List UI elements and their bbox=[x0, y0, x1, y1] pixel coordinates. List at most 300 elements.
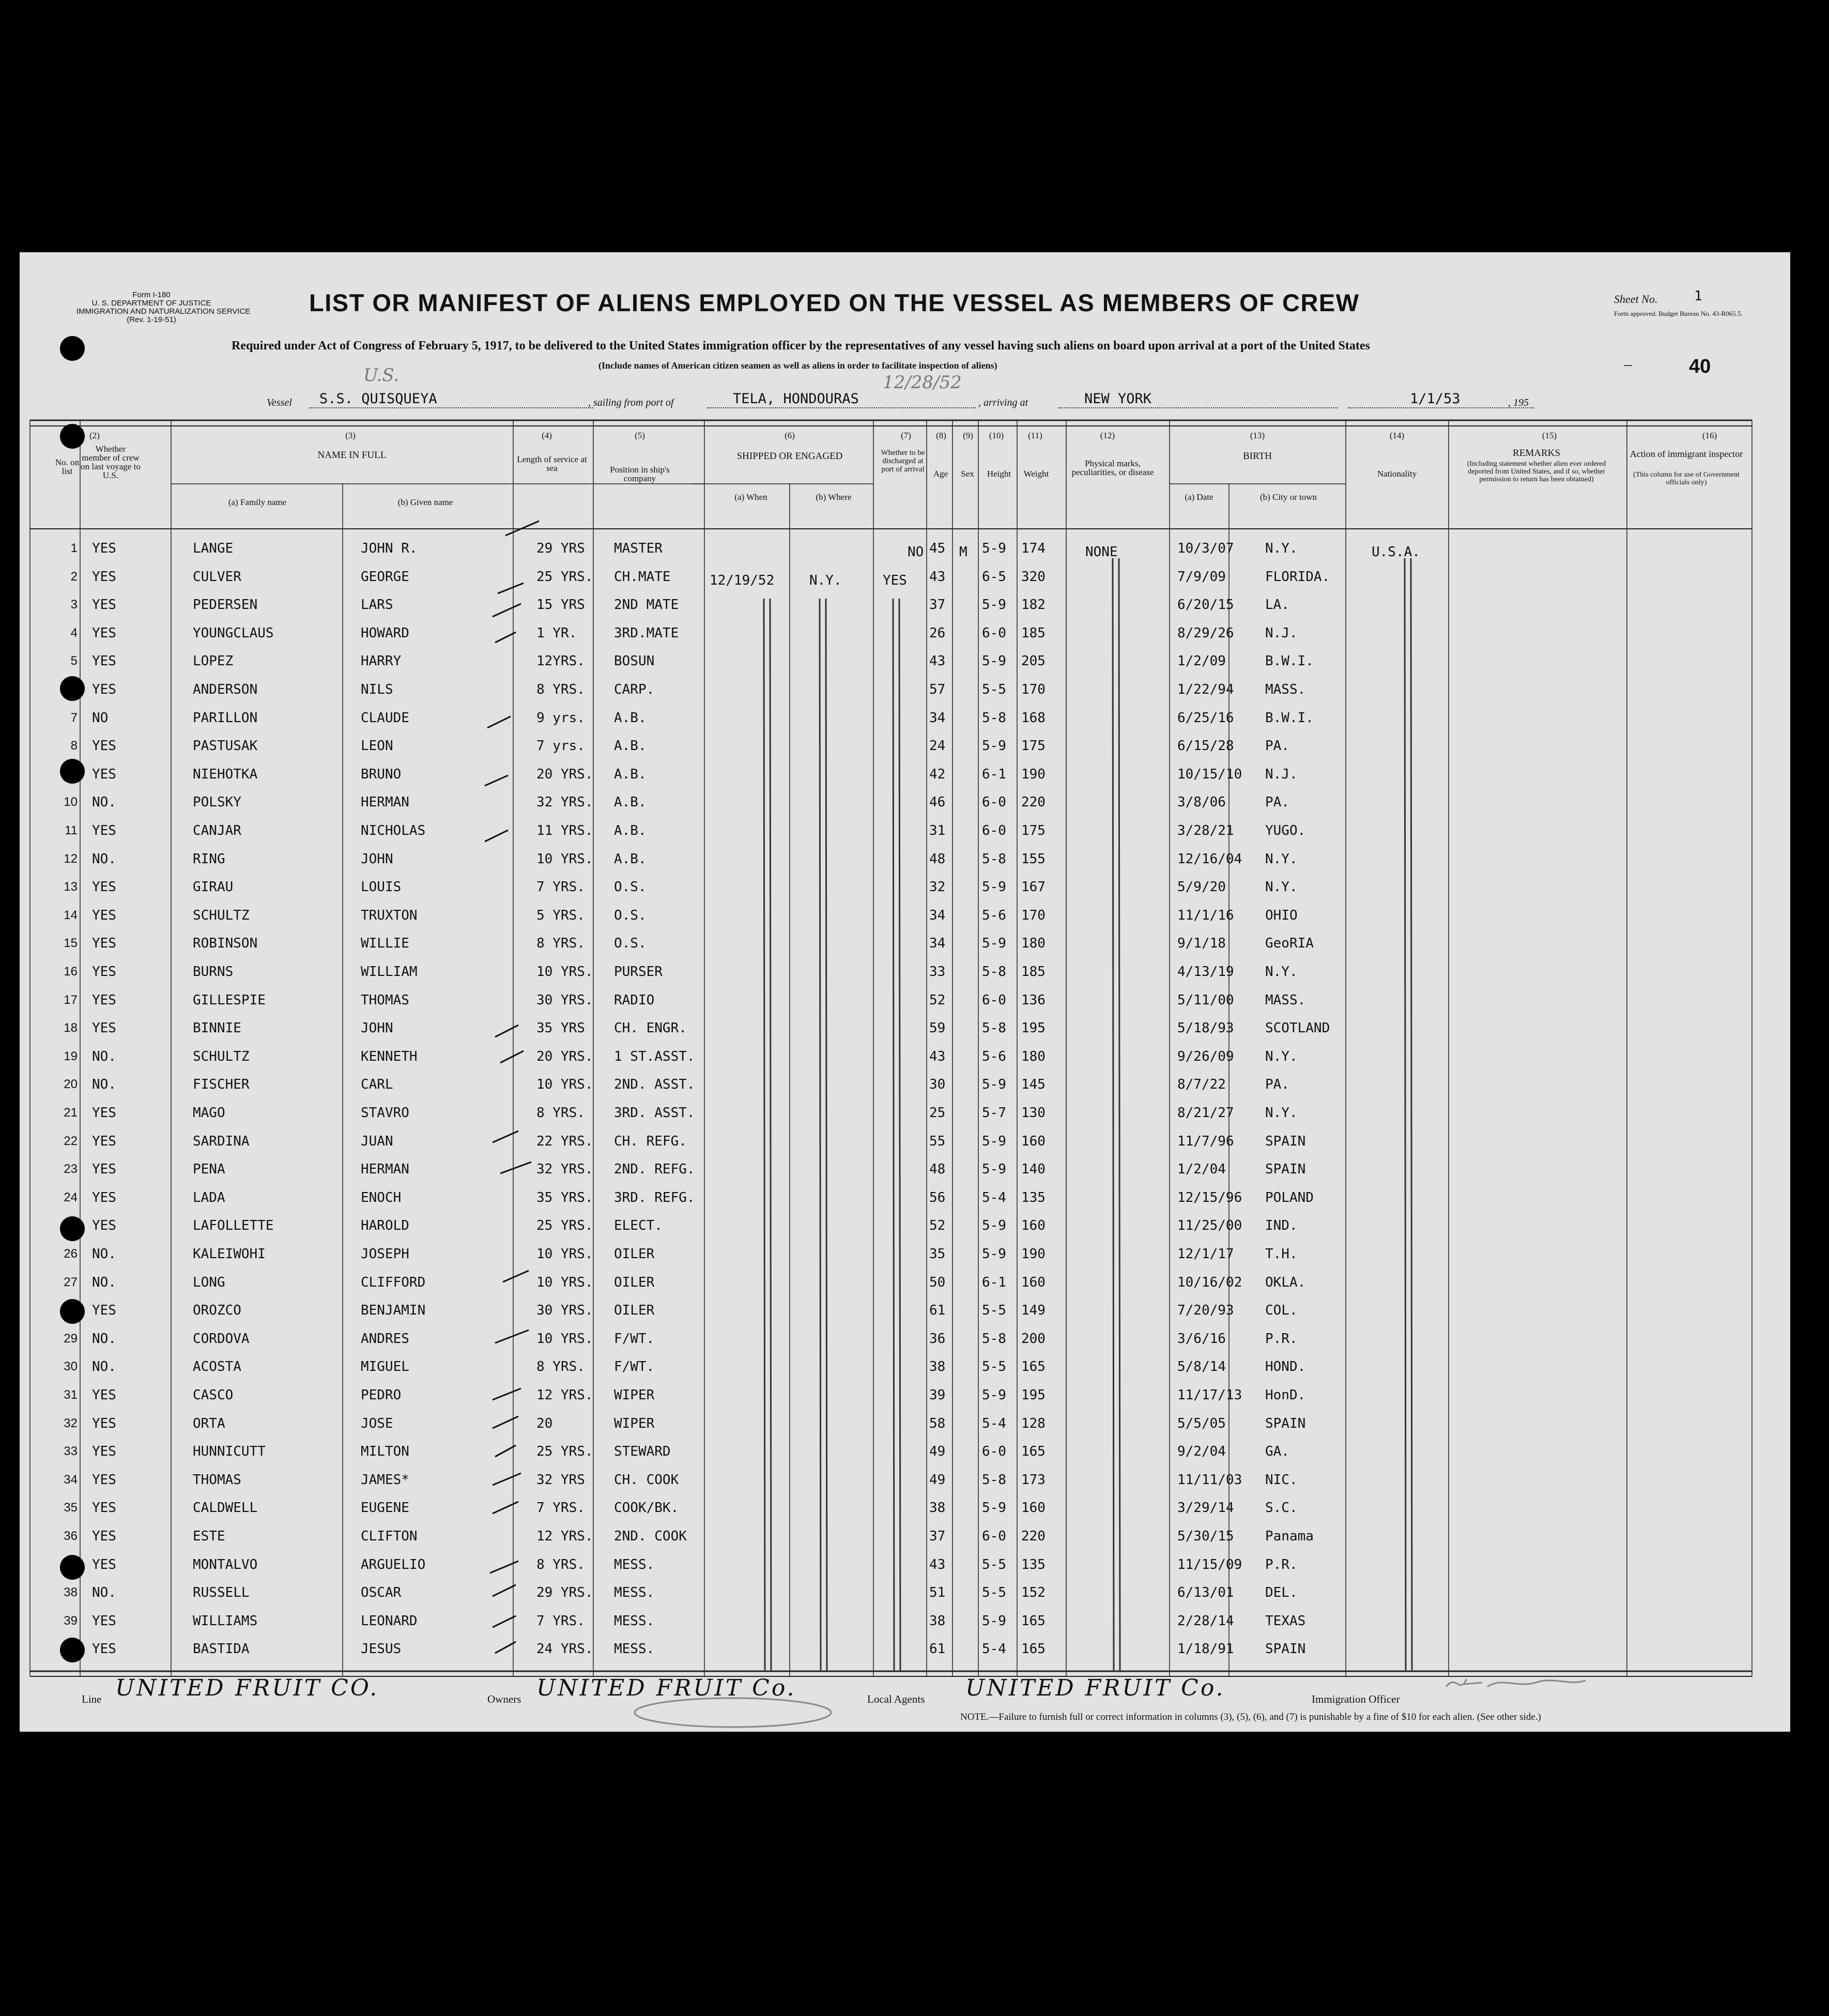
col-num-5: (5) bbox=[635, 431, 645, 440]
col-num-2: (2) bbox=[89, 431, 100, 440]
weight: 135 bbox=[1021, 1556, 1046, 1572]
footer-officer-label: Immigration Officer bbox=[1312, 1693, 1400, 1705]
given-name: ENOCH bbox=[361, 1189, 402, 1205]
row-number: 1 bbox=[70, 541, 78, 555]
hdr-when: (a) When bbox=[734, 492, 767, 502]
birth-place: OHIO bbox=[1265, 907, 1298, 923]
form-id-line: Form I-180 bbox=[132, 291, 171, 299]
given-name: GEORGE bbox=[361, 569, 409, 585]
position: WIPER bbox=[614, 1415, 655, 1431]
height: 5-8 bbox=[982, 710, 1006, 726]
last-voyage: YES bbox=[92, 1020, 116, 1036]
weight: 165 bbox=[1021, 1613, 1046, 1629]
birth-date: 5/8/14 bbox=[1177, 1359, 1226, 1375]
punch-hole bbox=[60, 1216, 85, 1241]
row-number: 39 bbox=[64, 1613, 78, 1628]
given-name: HAROLD bbox=[361, 1218, 409, 1234]
vessel-name: S.S. QUISQUEYA bbox=[319, 391, 437, 407]
stamp-mark bbox=[629, 1694, 836, 1731]
officer-signature bbox=[1436, 1671, 1591, 1697]
service-length: 8 YRS. bbox=[536, 682, 585, 697]
given-name: LEONARD bbox=[361, 1613, 418, 1629]
height: 5-7 bbox=[982, 1105, 1006, 1121]
given-name: JOSE bbox=[361, 1415, 393, 1431]
position: OILER bbox=[614, 1274, 655, 1290]
service-length: 9 yrs. bbox=[536, 710, 585, 726]
row-number: 34 bbox=[64, 1472, 78, 1487]
weight: 200 bbox=[1021, 1331, 1046, 1347]
age: 61 bbox=[929, 1303, 946, 1319]
position: CH. ENGR. bbox=[614, 1020, 687, 1036]
voyage-date: 1/1/53 bbox=[1410, 391, 1461, 407]
weight: 165 bbox=[1021, 1641, 1046, 1657]
hdr-physical-marks: Physical marks, peculiarities, or disease bbox=[1071, 459, 1154, 477]
weight: 152 bbox=[1021, 1585, 1046, 1601]
col-num-8: (8) bbox=[936, 431, 946, 440]
weight: 136 bbox=[1021, 992, 1046, 1008]
position: BOSUN bbox=[614, 653, 655, 669]
age: 26 bbox=[929, 625, 946, 641]
weight: 155 bbox=[1021, 851, 1046, 867]
given-name: CLAUDE bbox=[361, 710, 409, 726]
service-length: 12YRS. bbox=[536, 653, 585, 669]
age: 39 bbox=[929, 1387, 946, 1403]
form-id-line: U. S. DEPARTMENT OF JUSTICE bbox=[91, 299, 211, 308]
height: 5-4 bbox=[982, 1415, 1006, 1431]
position: F/WT. bbox=[614, 1359, 655, 1375]
birth-date: 5/5/05 bbox=[1177, 1415, 1226, 1431]
row2-when: 12/19/52 bbox=[710, 573, 775, 588]
last-voyage: YES bbox=[92, 1613, 116, 1629]
given-name: BRUNO bbox=[361, 766, 402, 782]
age: 24 bbox=[929, 738, 946, 754]
given-name: THOMAS bbox=[361, 992, 409, 1008]
family-name: SCHULTZ bbox=[193, 907, 250, 923]
given-name: KENNETH bbox=[361, 1048, 418, 1064]
age: 48 bbox=[929, 1162, 946, 1178]
punch-hole bbox=[60, 336, 85, 361]
family-name: OROZCO bbox=[193, 1303, 241, 1319]
weight: 173 bbox=[1021, 1472, 1046, 1488]
last-voyage: NO. bbox=[92, 1077, 116, 1093]
position: WIPER bbox=[614, 1387, 655, 1403]
hdr-age: Age bbox=[933, 469, 948, 479]
family-name: CORDOVA bbox=[193, 1331, 250, 1347]
birth-date: 11/15/09 bbox=[1177, 1556, 1242, 1572]
family-name: GILLESPIE bbox=[193, 992, 266, 1008]
position: CH. REFG. bbox=[614, 1133, 687, 1149]
birth-date: 8/21/27 bbox=[1177, 1105, 1234, 1121]
last-voyage: NO. bbox=[92, 1331, 116, 1347]
service-length: 12 YRS. bbox=[536, 1529, 593, 1544]
birth-place: PA. bbox=[1265, 738, 1289, 754]
weight: 168 bbox=[1021, 710, 1046, 726]
age: 32 bbox=[929, 879, 946, 895]
last-voyage: YES bbox=[92, 879, 116, 895]
birth-date: 5/18/93 bbox=[1177, 1020, 1234, 1036]
position: ELECT. bbox=[614, 1218, 663, 1234]
birth-date: 3/8/06 bbox=[1177, 795, 1226, 811]
given-name: TRUXTON bbox=[361, 907, 418, 923]
hdr-action-sub: (This column for use of Government officials only) bbox=[1633, 471, 1740, 486]
service-length: 30 YRS. bbox=[536, 992, 593, 1008]
last-voyage: NO. bbox=[92, 1048, 116, 1064]
height: 5-9 bbox=[982, 653, 1006, 669]
service-length: 12 YRS. bbox=[536, 1387, 593, 1403]
weight: 167 bbox=[1021, 879, 1046, 895]
row-number: 11 bbox=[65, 823, 78, 837]
last-voyage: YES bbox=[92, 1472, 116, 1488]
footer-line-value: UNITED FRUIT CO. bbox=[115, 1675, 379, 1701]
position: 3RD.MATE bbox=[614, 625, 679, 641]
family-name: CASCO bbox=[193, 1387, 234, 1403]
position: MESS. bbox=[614, 1613, 655, 1629]
sailing-port: TELA, HONDOURAS bbox=[733, 391, 859, 407]
position: CARP. bbox=[614, 682, 655, 697]
col-num-6: (6) bbox=[785, 431, 795, 440]
weight: 195 bbox=[1021, 1020, 1046, 1036]
birth-place: SPAIN bbox=[1265, 1641, 1306, 1657]
family-name: LADA bbox=[193, 1189, 225, 1205]
age: 59 bbox=[929, 1020, 946, 1036]
ditto-marks bbox=[20, 252, 1790, 1732]
family-name: LAFOLLETTE bbox=[193, 1218, 274, 1234]
given-name: OSCAR bbox=[361, 1585, 402, 1601]
row-number: 31 bbox=[64, 1388, 78, 1402]
birth-place: GA. bbox=[1265, 1444, 1289, 1460]
last-voyage: YES bbox=[92, 541, 116, 556]
given-name: PEDRO bbox=[361, 1387, 402, 1403]
last-voyage: YES bbox=[92, 682, 116, 697]
height: 6-0 bbox=[982, 1444, 1006, 1460]
service-length: 20 YRS. bbox=[536, 1048, 593, 1064]
position: A.B. bbox=[614, 710, 647, 726]
family-name: LANGE bbox=[193, 541, 234, 556]
form-id-line: (Rev. 1-19-51) bbox=[127, 315, 176, 324]
height: 5-9 bbox=[982, 1218, 1006, 1234]
birth-date: 3/29/14 bbox=[1177, 1500, 1234, 1516]
service-length: 25 YRS. bbox=[536, 1218, 593, 1234]
birth-date: 5/30/15 bbox=[1177, 1529, 1234, 1544]
last-voyage: YES bbox=[92, 1641, 116, 1657]
vessel-label: Vessel bbox=[267, 397, 292, 408]
family-name: WILLIAMS bbox=[193, 1613, 258, 1629]
service-length: 20 bbox=[536, 1415, 553, 1431]
last-voyage: YES bbox=[92, 1303, 116, 1319]
hdr-shipped-engaged: SHIPPED OR ENGAGED bbox=[736, 451, 843, 462]
last-voyage: YES bbox=[92, 1387, 116, 1403]
height: 5-9 bbox=[982, 1387, 1006, 1403]
given-name: LOUIS bbox=[361, 879, 402, 895]
birth-place: NIC. bbox=[1265, 1472, 1298, 1488]
weight: 205 bbox=[1021, 653, 1046, 669]
height: 6-0 bbox=[982, 795, 1006, 811]
service-length: 30 YRS. bbox=[536, 1303, 593, 1319]
given-name: NILS bbox=[361, 682, 393, 697]
age: 43 bbox=[929, 1048, 946, 1064]
birth-place: LA. bbox=[1265, 597, 1289, 613]
col-num-15: (15) bbox=[1542, 431, 1557, 440]
given-name: MILTON bbox=[361, 1444, 409, 1460]
given-name: JUAN bbox=[361, 1133, 393, 1149]
family-name: YOUNGCLAUS bbox=[193, 625, 274, 641]
row1-nationality: U.S.A. bbox=[1372, 544, 1420, 560]
service-length: 10 YRS. bbox=[536, 1246, 593, 1262]
last-voyage: YES bbox=[92, 907, 116, 923]
birth-place: T.H. bbox=[1265, 1246, 1298, 1262]
hdr-name-in-full: NAME IN FULL bbox=[317, 450, 387, 461]
footer-line-label: Line bbox=[82, 1693, 102, 1705]
age: 43 bbox=[929, 569, 946, 585]
position: 2ND. ASST. bbox=[614, 1077, 695, 1093]
birth-place: SPAIN bbox=[1265, 1133, 1306, 1149]
position: A.B. bbox=[614, 795, 647, 811]
hdr-member-last-voyage: Whether member of crew on last voyage to U.S. bbox=[81, 444, 141, 480]
weight: 130 bbox=[1021, 1105, 1046, 1121]
age: 30 bbox=[929, 1077, 946, 1093]
footer-agents-value: UNITED FRUIT Co. bbox=[965, 1675, 1225, 1701]
footer-note: NOTE.—Failure to furnish full or correct information in columns (3), (5), (6), and (7) is punishable by a fine of $10 for each alien. (See other side.) bbox=[960, 1712, 1541, 1722]
hdr-sex: Sex bbox=[961, 469, 974, 479]
col-num-7: (7) bbox=[901, 431, 911, 440]
weight: 190 bbox=[1021, 766, 1046, 782]
birth-place: SCOTLAND bbox=[1265, 1020, 1330, 1036]
height: 6-0 bbox=[982, 625, 1006, 641]
age: 61 bbox=[929, 1641, 946, 1657]
family-name: LOPEZ bbox=[193, 653, 234, 669]
service-length: 15 YRS bbox=[536, 597, 585, 613]
service-length: 25 YRS. bbox=[536, 569, 593, 585]
birth-date: 1/18/91 bbox=[1177, 1641, 1234, 1657]
height: 5-9 bbox=[982, 541, 1006, 556]
hdr-no-on-list: No. on list bbox=[55, 457, 80, 476]
page-number: 40 bbox=[1689, 356, 1711, 377]
year-label: , 195 bbox=[1508, 397, 1529, 408]
position: 3RD. REFG. bbox=[614, 1189, 695, 1205]
family-name: BASTIDA bbox=[193, 1641, 250, 1657]
row-number: 32 bbox=[64, 1416, 78, 1430]
col-num-11: (11) bbox=[1028, 431, 1042, 440]
row-number: 24 bbox=[64, 1190, 78, 1204]
hdr-where: (b) Where bbox=[816, 492, 852, 502]
position: O.S. bbox=[614, 879, 647, 895]
given-name: WILLIAM bbox=[361, 964, 418, 980]
family-name: PEDERSEN bbox=[193, 597, 258, 613]
age: 43 bbox=[929, 653, 946, 669]
weight: 220 bbox=[1021, 795, 1046, 811]
height: 5-9 bbox=[982, 1500, 1006, 1516]
last-voyage: YES bbox=[92, 936, 116, 952]
given-name: ARGUELIO bbox=[361, 1556, 426, 1572]
family-name: KALEIWOHI bbox=[193, 1246, 266, 1262]
given-name: EUGENE bbox=[361, 1500, 409, 1516]
height: 5-8 bbox=[982, 851, 1006, 867]
given-name: CLIFFORD bbox=[361, 1274, 426, 1290]
age: 57 bbox=[929, 682, 946, 697]
position: PURSER bbox=[614, 964, 663, 980]
row-number: 22 bbox=[64, 1134, 78, 1148]
col-num-3: (3) bbox=[345, 431, 356, 440]
last-voyage: NO. bbox=[92, 1246, 116, 1262]
last-voyage: YES bbox=[92, 1189, 116, 1205]
last-voyage: YES bbox=[92, 992, 116, 1008]
position: 2ND. COOK bbox=[614, 1529, 687, 1544]
age: 34 bbox=[929, 710, 946, 726]
form-id-line: IMMIGRATION AND NATURALIZATION SERVICE bbox=[76, 307, 251, 316]
hdr-position: Position in ship's company bbox=[610, 465, 670, 483]
hdr-discharged: Whether to be discharged at port of arrival bbox=[881, 449, 925, 474]
sheet-label: Sheet No. bbox=[1614, 293, 1658, 306]
position: OILER bbox=[614, 1303, 655, 1319]
service-length: 35 YRS bbox=[536, 1020, 585, 1036]
service-length: 35 YRS. bbox=[536, 1189, 593, 1205]
height: 5-9 bbox=[982, 1162, 1006, 1178]
weight: 160 bbox=[1021, 1133, 1046, 1149]
last-voyage: NO. bbox=[92, 851, 116, 867]
row-number: 3 bbox=[70, 598, 78, 612]
birth-place: MASS. bbox=[1265, 682, 1306, 697]
birth-date: 11/1/16 bbox=[1177, 907, 1234, 923]
weight: 149 bbox=[1021, 1303, 1046, 1319]
height: 5-9 bbox=[982, 879, 1006, 895]
height: 5-5 bbox=[982, 1556, 1006, 1572]
manifest-page bbox=[20, 252, 1790, 1732]
hdr-weight: Weight bbox=[1023, 469, 1049, 479]
service-length: 20 YRS. bbox=[536, 766, 593, 782]
hdr-given-name: (b) Given name bbox=[397, 497, 453, 507]
weight: 170 bbox=[1021, 907, 1046, 923]
birth-place: FLORIDA. bbox=[1265, 569, 1330, 585]
birth-place: OKLA. bbox=[1265, 1274, 1306, 1290]
birth-place: TEXAS bbox=[1265, 1613, 1306, 1629]
service-length: 32 YRS bbox=[536, 1472, 585, 1488]
birth-date: 12/15/96 bbox=[1177, 1189, 1242, 1205]
last-voyage: YES bbox=[92, 1133, 116, 1149]
age: 34 bbox=[929, 907, 946, 923]
birth-place: N.Y. bbox=[1265, 851, 1298, 867]
height: 5-8 bbox=[982, 1331, 1006, 1347]
family-name: POLSKY bbox=[193, 795, 241, 811]
birth-date: 11/25/00 bbox=[1177, 1218, 1242, 1234]
position: F/WT. bbox=[614, 1331, 655, 1347]
height: 5-9 bbox=[982, 1613, 1006, 1629]
weight: 185 bbox=[1021, 625, 1046, 641]
birth-place: PA. bbox=[1265, 795, 1289, 811]
weight: 175 bbox=[1021, 738, 1046, 754]
birth-place: GeoRIA bbox=[1265, 936, 1314, 952]
birth-place: N.J. bbox=[1265, 766, 1298, 782]
last-voyage: YES bbox=[92, 738, 116, 754]
position: 2ND. REFG. bbox=[614, 1162, 695, 1178]
col-num-9: (9) bbox=[963, 431, 973, 440]
height: 5-6 bbox=[982, 907, 1006, 923]
family-name: PENA bbox=[193, 1162, 225, 1178]
birth-place: N.Y. bbox=[1265, 879, 1298, 895]
col-num-12: (12) bbox=[1100, 431, 1115, 440]
row-number: 21 bbox=[64, 1106, 78, 1120]
last-voyage: YES bbox=[92, 964, 116, 980]
birth-date: 6/15/28 bbox=[1177, 738, 1234, 754]
age: 38 bbox=[929, 1359, 946, 1375]
age: 31 bbox=[929, 823, 946, 838]
birth-date: 11/17/13 bbox=[1177, 1387, 1242, 1403]
given-name: HOWARD bbox=[361, 625, 409, 641]
age: 25 bbox=[929, 1105, 946, 1121]
birth-date: 10/16/02 bbox=[1177, 1274, 1242, 1290]
height: 5-5 bbox=[982, 1359, 1006, 1375]
age: 43 bbox=[929, 1556, 946, 1572]
birth-date: 1/2/09 bbox=[1177, 653, 1226, 669]
service-length: 29 YRS bbox=[536, 541, 585, 556]
birth-date: 7/20/93 bbox=[1177, 1303, 1234, 1319]
height: 5-5 bbox=[982, 1303, 1006, 1319]
birth-date: 12/1/17 bbox=[1177, 1246, 1234, 1262]
position: MESS. bbox=[614, 1585, 655, 1601]
row-number: 10 bbox=[64, 795, 78, 810]
last-voyage: YES bbox=[92, 1105, 116, 1121]
birth-place: IND. bbox=[1265, 1218, 1298, 1234]
family-name: ACOSTA bbox=[193, 1359, 241, 1375]
last-voyage: YES bbox=[92, 1218, 116, 1234]
form-subnote: (Include names of American citizen seamen as well as aliens in order to facilitate inspection of aliens) bbox=[598, 360, 997, 371]
row-number: 36 bbox=[64, 1529, 78, 1543]
family-name: ANDERSON bbox=[193, 682, 258, 697]
row-number: 13 bbox=[64, 880, 78, 894]
given-name: JOSEPH bbox=[361, 1246, 409, 1262]
row2-discharged: YES bbox=[883, 573, 907, 588]
height: 5-8 bbox=[982, 964, 1006, 980]
birth-place: MASS. bbox=[1265, 992, 1306, 1008]
row-number: 12 bbox=[64, 851, 78, 866]
given-name: HERMAN bbox=[361, 1162, 409, 1178]
age: 55 bbox=[929, 1133, 946, 1149]
birth-date: 1/2/04 bbox=[1177, 1162, 1226, 1178]
family-name: NIEHOTKA bbox=[193, 766, 258, 782]
last-voyage: YES bbox=[92, 597, 116, 613]
last-voyage: YES bbox=[92, 823, 116, 838]
position: CH. COOK bbox=[614, 1472, 679, 1488]
footer-owners-value: UNITED FRUIT Co. bbox=[536, 1675, 796, 1701]
row-number: 17 bbox=[64, 992, 78, 1007]
given-name: NICHOLAS bbox=[361, 823, 426, 838]
birth-date: 7/9/09 bbox=[1177, 569, 1226, 585]
position: A.B. bbox=[614, 823, 647, 838]
family-name: GIRAU bbox=[193, 879, 234, 895]
birth-place: Panama bbox=[1265, 1529, 1314, 1544]
birth-date: 6/20/15 bbox=[1177, 597, 1234, 613]
height: 6-0 bbox=[982, 992, 1006, 1008]
last-voyage: YES bbox=[92, 625, 116, 641]
service-length: 32 YRS. bbox=[536, 795, 593, 811]
height: 5-8 bbox=[982, 1020, 1006, 1036]
last-voyage: YES bbox=[92, 766, 116, 782]
birth-place: N.Y. bbox=[1265, 964, 1298, 980]
last-voyage: YES bbox=[92, 1500, 116, 1516]
birth-date: 5/9/20 bbox=[1177, 879, 1226, 895]
height: 6-1 bbox=[982, 766, 1006, 782]
given-name: ANDRES bbox=[361, 1331, 409, 1347]
weight: 160 bbox=[1021, 1274, 1046, 1290]
sailing-label: , sailing from port of bbox=[588, 397, 674, 408]
col-num-16: (16) bbox=[1702, 431, 1717, 440]
last-voyage: YES bbox=[92, 1415, 116, 1431]
sheet-number: 1 bbox=[1694, 288, 1702, 304]
weight: 165 bbox=[1021, 1359, 1046, 1375]
weight: 140 bbox=[1021, 1162, 1046, 1178]
punch-hole bbox=[60, 759, 85, 784]
weight: 182 bbox=[1021, 597, 1046, 613]
family-name: BURNS bbox=[193, 964, 234, 980]
